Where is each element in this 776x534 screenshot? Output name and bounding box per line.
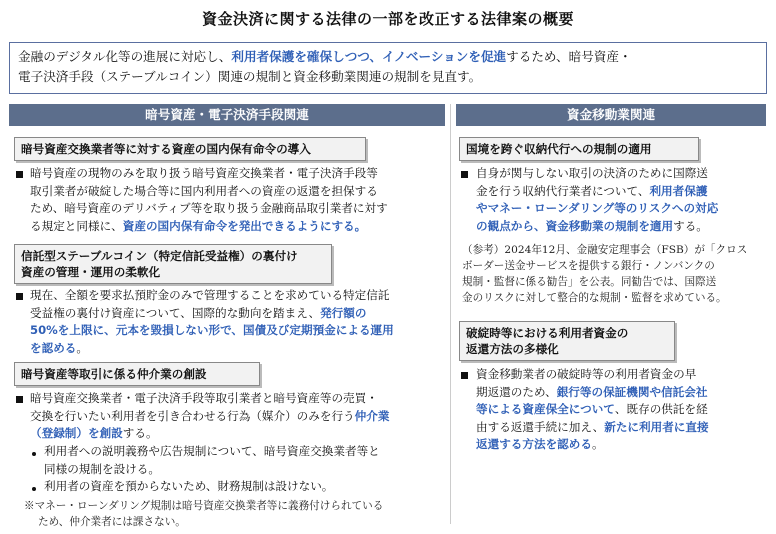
bullet-icon: [16, 171, 23, 178]
body-text: る規定と同様に、: [30, 218, 123, 233]
body-line: [30, 425, 448, 443]
body-line: [476, 401, 774, 419]
intro-text: 金融のデジタル化等の進展に対応し、: [18, 49, 232, 64]
section-title-line: 破綻時等における利用者資金の: [466, 326, 629, 340]
note-line: ※マネー・ローンダリング規制は暗号資産交換業者等に義務付けられている: [24, 500, 384, 512]
section-title-intermediary: 暗号資産等取引に係る仲介業の創設: [14, 362, 260, 386]
body-highlight: 発行額の: [320, 305, 367, 320]
section-body-domestic-holding: [30, 165, 448, 235]
body-highlight: 返還する方法を認める: [476, 437, 592, 452]
body-highlight: 新たに利用者に直接: [604, 419, 709, 434]
intro-box: [9, 42, 767, 94]
body-line: 取引業者が破綻した場合等に国内利用者への資産の返還を担保する: [30, 183, 378, 198]
section-title-line: 返還方法の多様化: [466, 342, 559, 356]
body-text: 受益権の裏付け資産について、国際的な動向を踏まえ、: [30, 305, 321, 320]
body-text: 期返還のため、: [476, 384, 557, 399]
bullet-icon: [461, 171, 468, 178]
body-text: 。: [76, 340, 88, 355]
section-title-cross-border: 国境を跨ぐ収納代行への規制の適用: [459, 137, 699, 161]
body-highlight: を認める: [30, 340, 77, 355]
sub-item-financial: 利用者の資産を預からないため、財務規制は設けない。: [44, 479, 334, 493]
body-highlight: 利用者保護: [649, 183, 708, 198]
section-title-line: 信託型ステーブルコイン（特定信託受益権）の裏付け: [21, 249, 298, 263]
body-line: [476, 218, 774, 236]
section-body-intermediary: [30, 390, 448, 443]
body-line: [30, 408, 448, 426]
body-line: 同様の規制を設ける。: [44, 461, 160, 476]
reference-note-fsb: [462, 242, 770, 306]
intro-line-2: 電子決済手段（ステーブルコイン）関連の規制と資金移動業関連の規制を見直す。: [18, 69, 482, 84]
body-line: 資金移動業者の破綻時等の利用者資金の早: [476, 367, 697, 381]
bullet-icon: [16, 293, 23, 300]
sub-item-disclosure: [44, 443, 448, 478]
body-line: [476, 183, 774, 201]
footnote-aml: [24, 498, 448, 530]
section-title-domestic-holding: 暗号資産交換業者等に対する資産の国内保有命令の導入: [14, 137, 366, 161]
body-line: ため、暗号資産のデリバティブ等を取り扱う金融商品取引業者に対す: [30, 201, 388, 216]
right-column-header: 資金移動業関連: [456, 104, 766, 126]
body-line: [476, 419, 774, 437]
section-body-cross-border: [476, 165, 774, 235]
body-highlight: 等による資産保全について: [476, 402, 615, 417]
intro-text: するため、暗号資産・: [506, 49, 632, 64]
body-text: する。: [122, 426, 158, 441]
body-text: 、既存の供託を経: [614, 402, 708, 417]
note-line: 金のリスクに対して整合的な規制・監督を求めている。: [462, 292, 727, 304]
intro-highlight: 利用者保護を確保しつつ、イノベーションを促進: [231, 49, 507, 64]
section-body-refund-methods: [476, 366, 774, 454]
bullet-icon: [461, 372, 468, 379]
body-line: 利用者への説明義務や広告規制について、暗号資産交換業者等と: [44, 444, 380, 458]
note-line: ため、仲介業者には課さない。: [38, 516, 186, 528]
body-text: する。: [673, 218, 708, 233]
left-column-header: 暗号資産・電子決済手段関連: [9, 104, 445, 126]
body-line: 暗号資産交換業者・電子決済手段等取引業者と暗号資産等の売買・: [30, 391, 378, 405]
bullet-icon: [16, 396, 23, 403]
body-text: 金を行う収納代行業者について、: [476, 183, 650, 198]
body-highlight: 50%を上限に、元本を毀損しない形で、国債及び定期預金による運用: [30, 323, 394, 338]
body-highlight: （登録制）を創設: [30, 426, 123, 441]
body-highlight: 銀行等の保証機関や信託会社: [556, 384, 708, 399]
body-line: [30, 305, 448, 323]
page-title: 資金決済に関する法律の一部を改正する法律案の概要: [201, 10, 574, 28]
sub-bullet-icon: [32, 452, 36, 456]
section-title-line: 資産の管理・運用の柔軟化: [21, 265, 161, 279]
body-text: 。: [591, 437, 604, 452]
note-line: ボーダー送金サービスを提供する銀行・ノンバンクの: [462, 260, 715, 272]
section-body-stablecoin: [30, 287, 448, 357]
body-highlight: の観点から、資金移動業の規制を適用: [476, 218, 674, 233]
body-line: [30, 340, 448, 358]
column-divider: [450, 104, 451, 524]
intro-line-1: [18, 47, 758, 67]
body-line: [476, 436, 774, 454]
note-line: 規制・監督に係る勧告」を公表。同勧告では、国際送: [462, 276, 717, 288]
body-line: 暗号資産の現物のみを取り扱う暗号資産交換業者・電子決済手段等: [30, 166, 378, 180]
body-line: [476, 384, 774, 402]
body-line: 自身が関与しない取引の決済のために国際送: [476, 166, 708, 180]
sub-bullet-icon: [32, 487, 36, 491]
body-line: 現在、全額を要求払預貯金のみで管理することを求めている特定信託: [30, 288, 390, 302]
body-text: 由する返還手続に加え、: [476, 419, 605, 434]
body-text: 交換を行いたい利用者を引き合わせる行為（媒介）のみを行う: [30, 408, 355, 423]
body-line: [30, 218, 448, 236]
body-highlight: やマネー・ローンダリング等のリスクへの対応: [476, 201, 719, 216]
body-highlight: 仲介業: [354, 408, 390, 423]
body-highlight: 資産の国内保有命令を発出できるようにする。: [122, 218, 367, 233]
section-title-stablecoin: [14, 244, 332, 284]
note-line: （参考）2024年12月、金融安定理事会（FSB）が「クロス: [462, 244, 748, 256]
section-title-refund-methods: [459, 321, 675, 361]
